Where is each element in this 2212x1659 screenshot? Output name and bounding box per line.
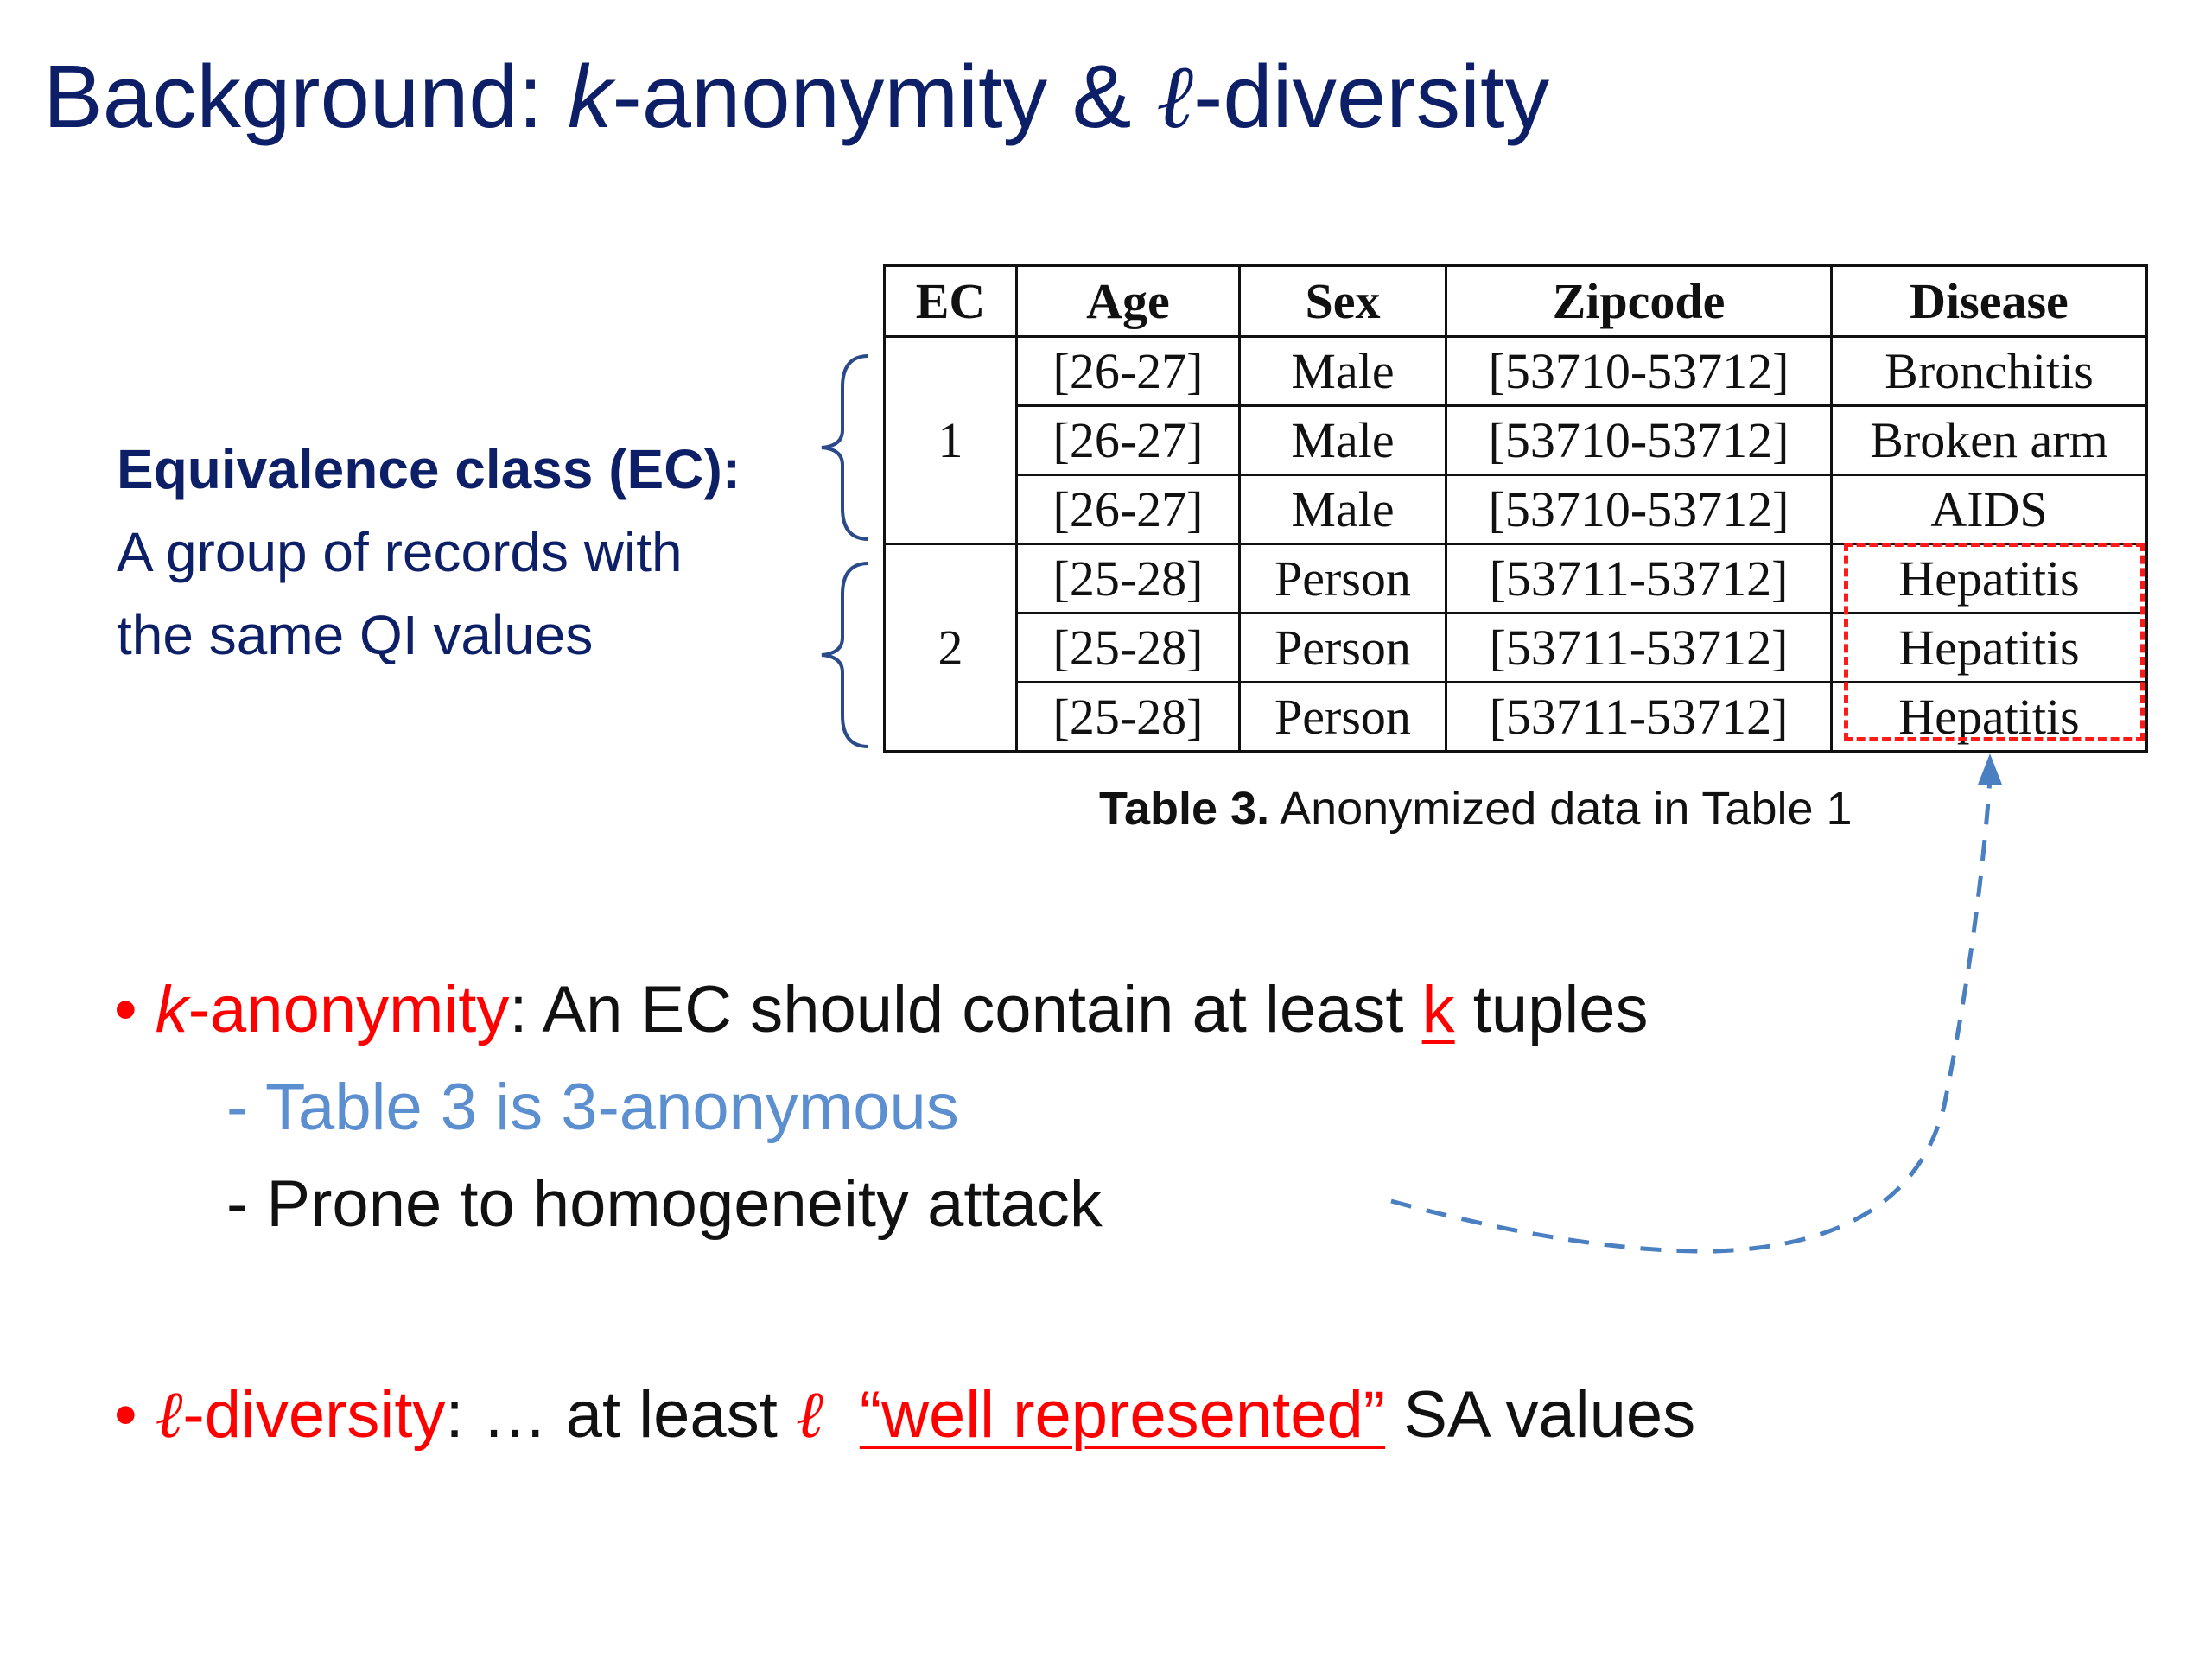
age-cell: [26-27] [1017,337,1240,406]
header-disease: Disease [1832,266,2147,337]
title-k: k [567,47,613,146]
ec-line-1: A group of records with [117,521,683,583]
sub-bullet-homogeneity: - Prone to homogeneity attack [226,1167,1103,1241]
disease-cell: AIDS [1832,475,2147,544]
disease-cell: Broken arm [1832,406,2147,475]
sex-cell: Male [1240,406,1446,475]
k-underlined: k [1421,973,1455,1046]
sex-cell: Person [1240,613,1446,683]
term-k: k [155,973,188,1046]
ec-cell: 2 [885,544,1017,752]
zipcode-cell: [53710-53712] [1446,406,1832,475]
disease-cell: Hepatitis [1832,683,2147,752]
k-anon-text-1: : An EC should contain at least [509,973,1422,1046]
title-mid: -anonymity & [612,47,1157,146]
zipcode-cell: [53710-53712] [1446,337,1832,406]
caption-label: Table 3. [1099,783,1270,835]
caption-text: Anonymized data in Table 1 [1269,783,1853,835]
well-represented-phrase: “well represented” [859,1378,1386,1452]
sex-cell: Person [1240,544,1446,613]
term-k-anonymity: -anonymity [188,973,510,1046]
bullet-k-anonymity [114,972,1649,1047]
zipcode-cell: [53711-53712] [1446,613,1832,683]
sub-bullet-3-anonymous: - Table 3 is 3-anonymous [226,1071,959,1144]
ec-heading: Equivalence class (EC): [117,438,741,500]
l-div-text-1: : … at least [445,1378,796,1452]
disease-cell: Bronchitis [1832,337,2147,406]
age-cell: [25-28] [1017,613,1240,683]
sex-cell: Male [1240,337,1446,406]
title-ell: ℓ [1156,45,1194,149]
disease-cell: Hepatitis [1832,544,2147,613]
age-cell: [26-27] [1017,406,1240,475]
header-sex: Sex [1240,266,1446,337]
k-anon-text-2: tuples [1454,973,1649,1046]
ell-symbol: ℓ [795,1376,823,1452]
zipcode-cell: [53710-53712] [1446,475,1832,544]
ec-line-2: the same QI values [117,604,594,666]
age-cell: [25-28] [1017,683,1240,752]
age-cell: [25-28] [1017,544,1240,613]
title-suffix: -diversity [1193,47,1550,146]
ec-cell: 1 [885,337,1017,544]
age-cell: [26-27] [1017,475,1240,544]
bullet-dot: • [114,1378,137,1452]
zipcode-cell: [53711-53712] [1446,544,1832,613]
zipcode-cell: [53711-53712] [1446,683,1832,752]
bullet-dot: • [114,973,137,1046]
sex-cell: Person [1240,683,1446,752]
sex-cell: Male [1240,475,1446,544]
disease-cell: Hepatitis [1832,613,2147,683]
l-div-text-2: SA values [1385,1378,1696,1452]
term-l-diversity: -diversity [182,1378,446,1452]
term-ell: ℓ [155,1376,183,1452]
title-prefix: Background: [43,47,568,146]
bullet-l-diversity [114,1376,1695,1453]
header-age: Age [1017,266,1240,337]
header-ec: EC [885,266,1017,337]
header-zipcode: Zipcode [1446,266,1832,337]
